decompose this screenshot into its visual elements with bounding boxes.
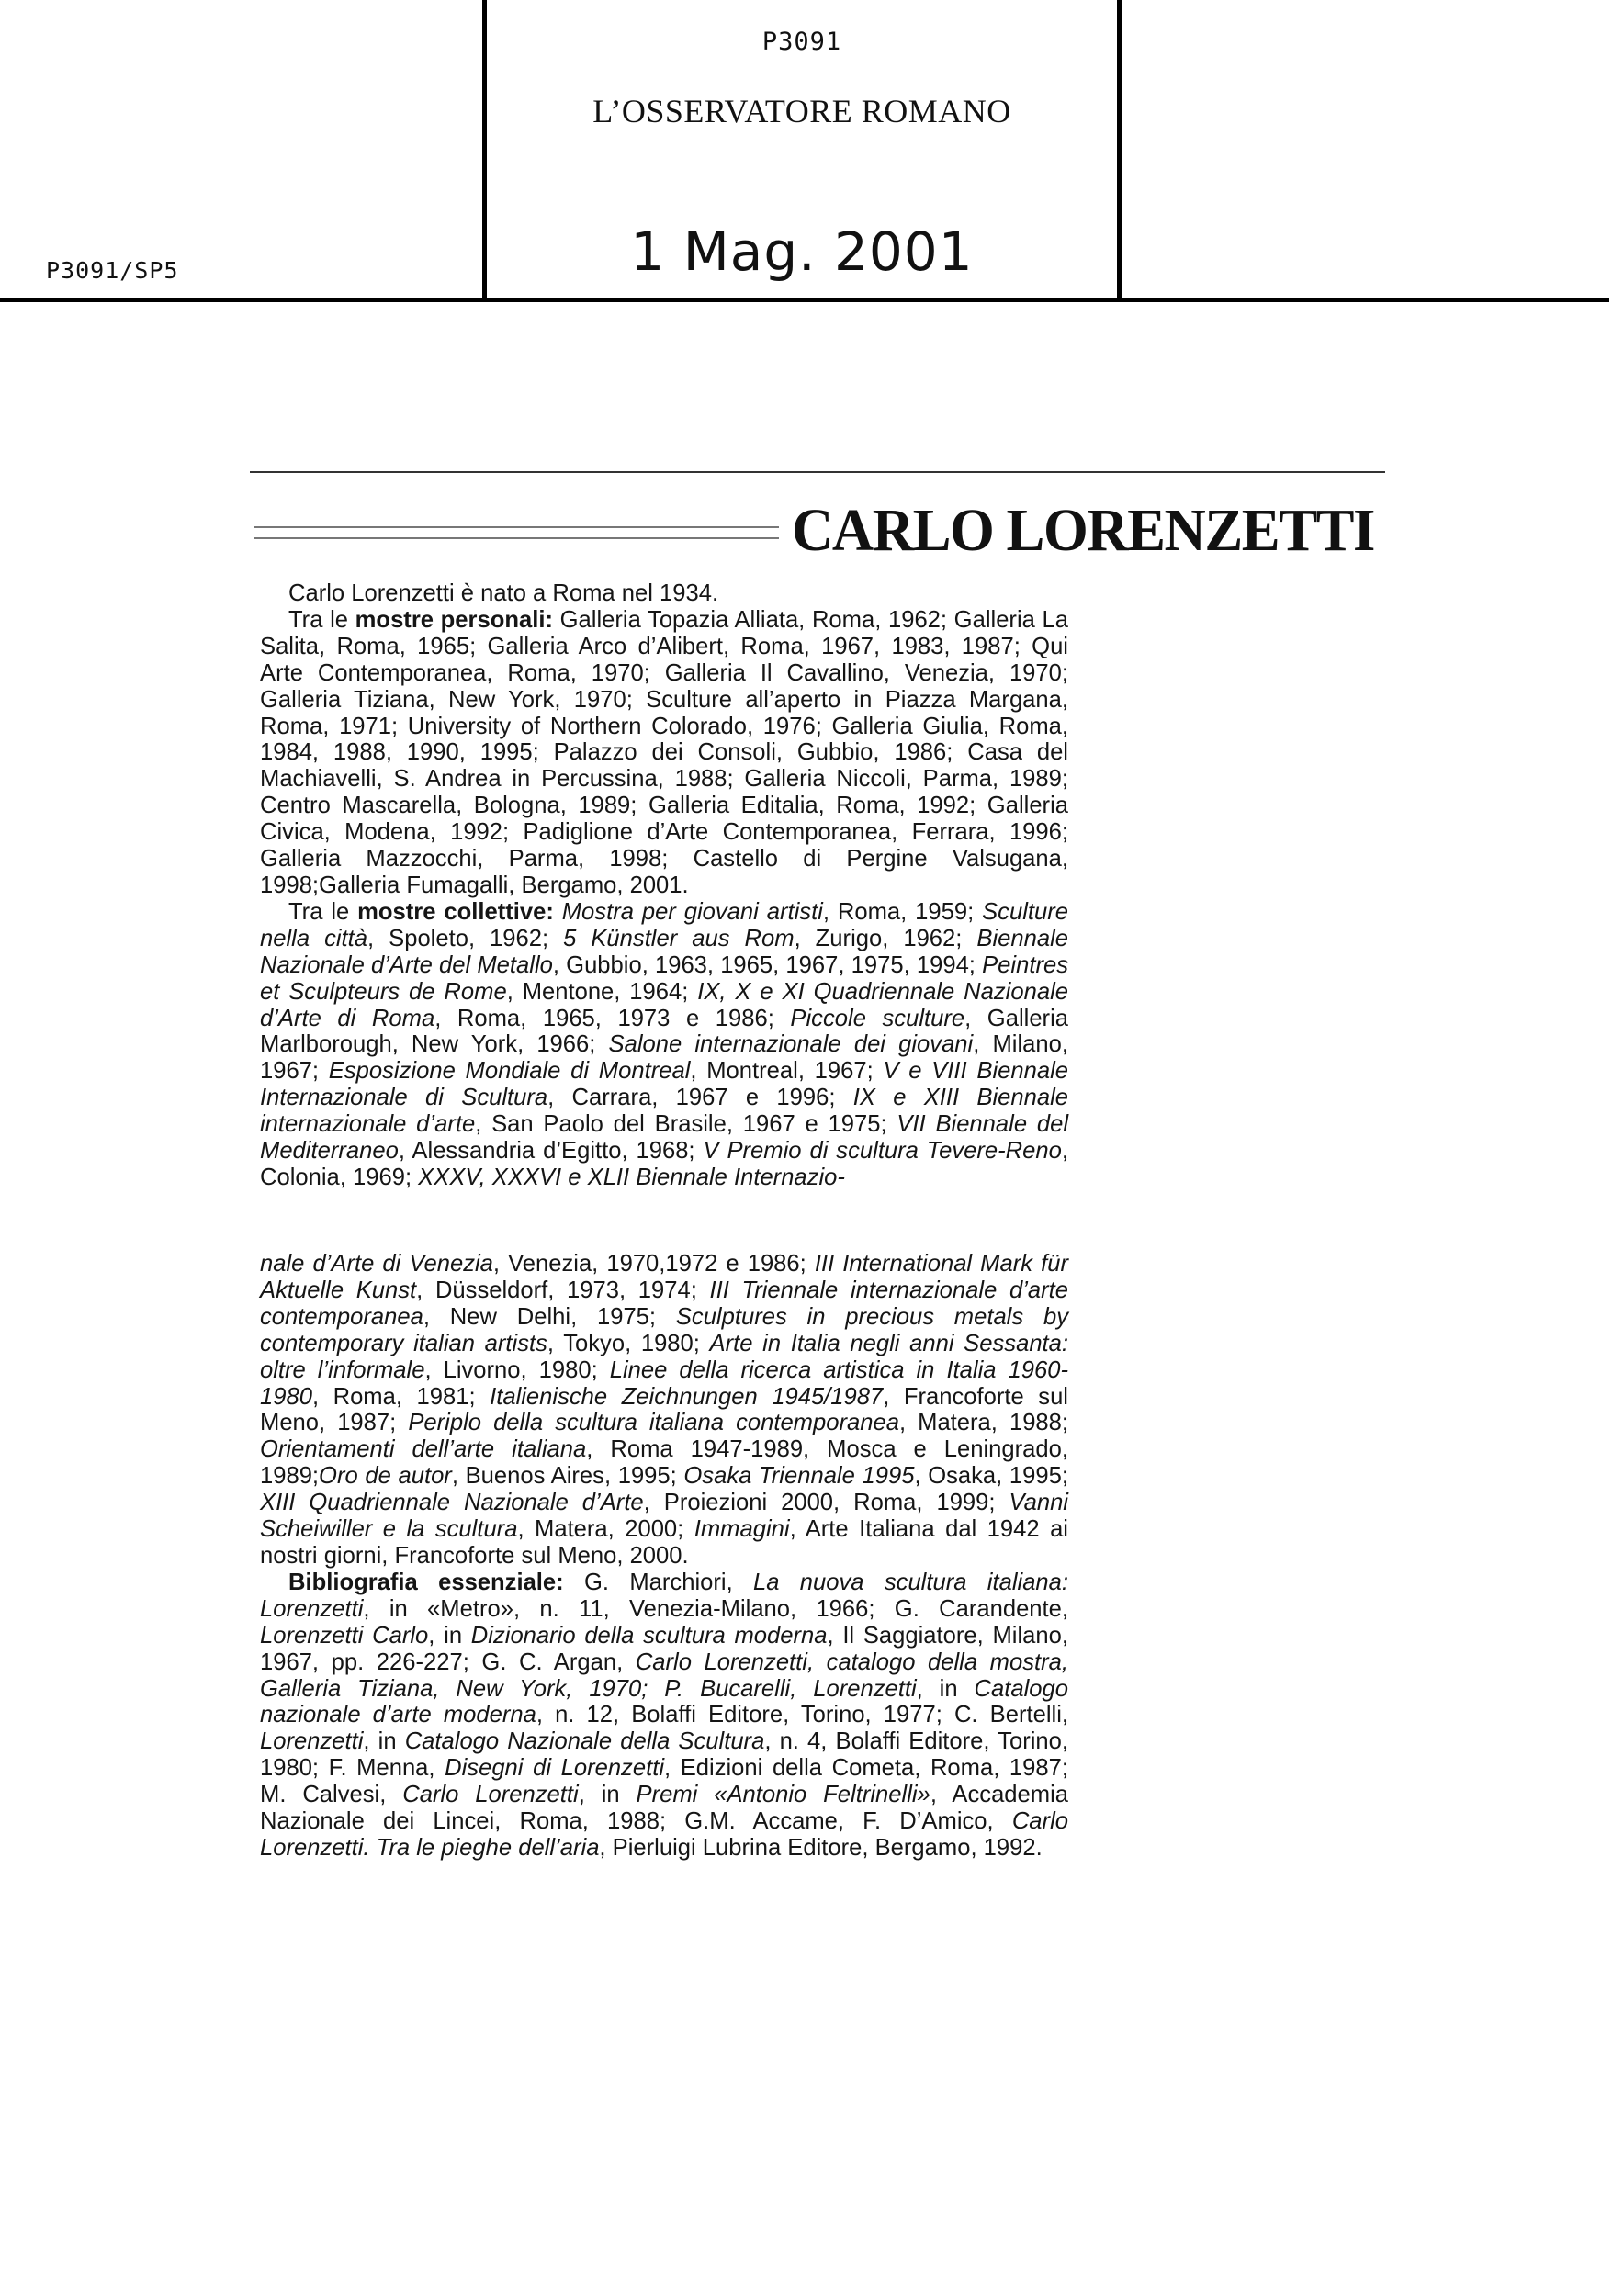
text-run: , Proiezioni 2000, Roma, 1999; [643, 1490, 1009, 1516]
italic-title-run: Orientamenti dell’arte italiana [260, 1436, 587, 1463]
italic-title-run: III International Mark für Aktuelle Kunst [260, 1251, 1068, 1303]
italic-title-run: Dizionario della scultura moderna [470, 1622, 828, 1649]
italic-title-run: Immagini [694, 1516, 790, 1543]
italic-title-run: Biennale Nazionale d’Arte del Metallo [260, 925, 1069, 978]
text-run: , n. 4, Bolaffi Editore, Torino, 1980; F. Menna, [260, 1728, 1068, 1782]
italic-title-run: Salone internazionale dei giovani [608, 1031, 974, 1058]
article-column-1 [260, 580, 1068, 1191]
article-top-rule [250, 471, 1385, 473]
text-run: , Roma, 1965, 1973 e 1986; [434, 1005, 791, 1031]
italic-title-run: La nuova scultura italiana: Lorenzetti [260, 1569, 1069, 1622]
bibliography-text [260, 1570, 1068, 1861]
header-divider-right [1117, 0, 1122, 301]
italic-title-run: Oro de autor [319, 1463, 452, 1490]
group-exhibitions-text-cont [260, 1251, 1068, 1569]
text-run: , Matera, 2000; [517, 1516, 694, 1543]
italic-title-run: III Triennale internazionale d’arte contemporanea [260, 1277, 1068, 1330]
newspaper-name: L’OSSERVATORE ROMANO [592, 93, 1011, 129]
group-exhibitions-text [260, 899, 1068, 1190]
paragraph-solo-exhibitions [260, 607, 1068, 899]
paragraph-intro: Tra le [288, 606, 355, 633]
text-run: G. Marchiori, [563, 1569, 754, 1595]
title-decorative-lines [254, 526, 779, 552]
italic-title-run: Sculture nella città [260, 898, 1068, 951]
text-run: , in [428, 1622, 471, 1649]
italic-title-run: Piccole sculture [790, 1005, 965, 1031]
text-run: , Accademia Nazionale dei Lincei, Roma, 1988; G.M. Accame, F. D’Amico, [260, 1782, 1069, 1835]
paragraph-group-exhibitions [260, 899, 1068, 1191]
text-run: , Il Saggiatore, Milano, 1967, pp. 226-227; G. C. Argan, [260, 1622, 1068, 1675]
text-run: , Osaka, 1995; [914, 1463, 1068, 1490]
italic-title-run: Lorenzetti Carlo [260, 1622, 429, 1649]
italic-title-run: Mostra per giovani artisti [561, 898, 823, 925]
text-run: , Matera, 1988; [898, 1410, 1069, 1436]
italic-title-run: IX e XIII Biennale internazionale d’arte [260, 1085, 1068, 1138]
italic-title-run: 5 Künstler aus Rom [563, 925, 795, 951]
text-run: , New Delhi, 1975; [423, 1303, 676, 1330]
text-run: , Milano, 1967; [260, 1031, 1068, 1085]
italic-title-run: Disegni di Lorenzetti [445, 1755, 664, 1782]
text-run: , Arte Italiana dal 1942 ai nostri giorni, Francoforte sul Meno, 2000. [260, 1516, 1068, 1569]
italic-title-run: XXXV, XXXVI e XLII Biennale Internazio- [418, 1164, 845, 1190]
text-run: , Gubbio, 1963, 1965, 1967, 1975, 1994; [552, 951, 983, 978]
italic-title-run: Lorenzetti [260, 1728, 364, 1755]
text-run: , Francoforte sul Meno, 1987; [260, 1383, 1068, 1436]
italic-title-run: Peintres et Sculpteurs de Rome [260, 951, 1068, 1005]
text-run: , Roma 1947-1989, Mosca e Leningrado, 1989; [260, 1436, 1068, 1490]
italic-title-run: Linee della ricerca artistica in Italia 1960-1980 [260, 1356, 1068, 1410]
text-run: , in [578, 1782, 637, 1808]
text-run: , Pierluigi Lubrina Editore, Bergamo, 1992. [599, 1834, 1043, 1861]
italic-title-run: IX, X e XI Quadriennale Nazionale d’Arte di Roma [260, 978, 1068, 1031]
text-run: , San Paolo del Brasile, 1967 e 1975; [475, 1111, 897, 1138]
italic-title-run: Vanni Scheiwiller e la scultura [260, 1490, 1068, 1543]
text-run: , in «Metro», n. 11, Venezia-Milano, 1966; G. Carandente, [363, 1595, 1068, 1622]
paragraph-bibliography [260, 1570, 1068, 1862]
clipping-date: 1 Mag. 2001 [630, 220, 974, 283]
text-run: , Spoleto, 1962; [367, 925, 564, 951]
italic-title-run: Catalogo nazionale d’arte moderna [260, 1675, 1068, 1728]
archive-code: P3091 [761, 28, 842, 56]
italic-title-run: Sculptures in precious metals by contemporary italian artists [260, 1303, 1068, 1356]
article-title: CARLO LORENZETTI [792, 497, 1374, 564]
italic-title-run: V e VIII Biennale Internazionale di Scultura [260, 1058, 1068, 1111]
text-run: , Tokyo, 1980; [547, 1330, 710, 1356]
paragraph-intro: Tra le [288, 898, 358, 925]
italic-title-run: Esposizione Mondiale di Montreal [328, 1058, 691, 1085]
text-run: , in [916, 1675, 975, 1702]
text-run: , Edizioni della Cometa, Roma, 1987; M. Calvesi, [260, 1755, 1068, 1808]
text-run: , n. 12, Bolaffi Editore, Torino, 1977; C. Bertelli, [536, 1702, 1068, 1728]
solo-exhibitions-text: Galleria Topazia Alliata, Roma, 1962; Galleria La Salita, Roma, 1965; Galleria Arco d’Alibert, Roma, 1967, 1983, 1987; Qui Arte Contemporanea, Roma, 1970; Galleria Il Cavallino, Venezia, 1970; Galleria Tiziana, New York, 1970; Sculture all’aperto in Piazza Margana, Roma, 1971; University of Northern Colorado, 1976; Galleria Giulia, Roma, 1984, 1988, 1990, 1995; Palazzo dei Consoli, Gubbio, 1986; Casa del Machiavelli, S. Andrea in Percussina, 1988; Galleria Niccoli, Parma, 1989; Centro Mascarella, Bologna, 1989; Galleria Editalia, Roma, 1992; Galleria Civica, Modena, 1992; Padiglione d’Arte Contemporanea, Ferrara, 1996; Galleria Mazzocchi, Parma, 1998; Castello di Pergine Valsugana, 1998;Galleria Fumagalli, Bergamo, 2001. [260, 606, 1068, 898]
section-label-group: mostre collettive: [357, 898, 554, 925]
italic-title-run: Osaka Triennale 1995 [683, 1463, 915, 1490]
archive-subcode: P3091/SP5 [46, 257, 179, 284]
text-run: , Düsseldorf, 1973, 1974; [416, 1277, 710, 1303]
text-run: , Venezia, 1970,1972 e 1986; [492, 1251, 815, 1277]
text-run: , Roma, 1981; [311, 1383, 491, 1410]
text-run: , Montreal, 1967; [690, 1058, 884, 1085]
paragraph-birth: Carlo Lorenzetti è nato a Roma nel 1934. [288, 580, 719, 606]
italic-title-run: Arte in Italia negli anni Sessanta: oltre l’informale [260, 1330, 1069, 1383]
section-label-bibliography: Bibliografia essenziale: [288, 1569, 564, 1595]
text-run: , Carrara, 1967 e 1996; [547, 1085, 853, 1111]
section-label-solo: mostre personali: [355, 606, 553, 633]
italic-title-run: Premi «Antonio Feltrinelli» [636, 1782, 930, 1808]
header-bottom-rule [0, 298, 1609, 302]
text-run: , Roma, 1959; [822, 898, 983, 925]
italic-title-run: XIII Quadriennale Nazionale d’Arte [260, 1490, 644, 1516]
italic-title-run: Carlo Lorenzetti [402, 1782, 579, 1808]
paragraph-group-exhibitions-cont [260, 1251, 1068, 1570]
italic-title-run: Italienische Zeichnungen 1945/1987 [490, 1383, 884, 1410]
italic-title-run: Carlo Lorenzetti. Tra le pieghe dell’aria [260, 1808, 1068, 1861]
text-run: , Buenos Aires, 1995; [451, 1463, 684, 1490]
text-run: , Zurigo, 1962; [794, 925, 977, 951]
text-run [554, 899, 562, 925]
text-run: , in [363, 1728, 405, 1755]
text-run: , Mentone, 1964; [506, 978, 698, 1005]
text-run: , Colonia, 1969; [260, 1138, 1068, 1190]
italic-title-run: Carlo Lorenzetti, catalogo della mostra, Galleria Tiziana, New York, 1970; P. Bucarelli, Lorenzetti [260, 1649, 1069, 1702]
italic-title-run: nale d’Arte di Venezia [260, 1251, 493, 1277]
italic-title-run: VII Biennale del Mediterraneo [260, 1111, 1069, 1165]
italic-title-run: Catalogo Nazionale della Scultura [404, 1728, 765, 1755]
text-run: , Galleria Marlborough, New York, 1966; [260, 1005, 1069, 1058]
italic-title-run: V Premio di scultura Tevere-Reno [703, 1138, 1062, 1165]
text-run: , Livorno, 1980; [424, 1356, 610, 1383]
text-run: , Alessandria d’Egitto, 1968; [398, 1138, 704, 1165]
italic-title-run: Periplo della scultura italiana contemporanea [408, 1410, 899, 1436]
article-column-2 [260, 1251, 1068, 1862]
